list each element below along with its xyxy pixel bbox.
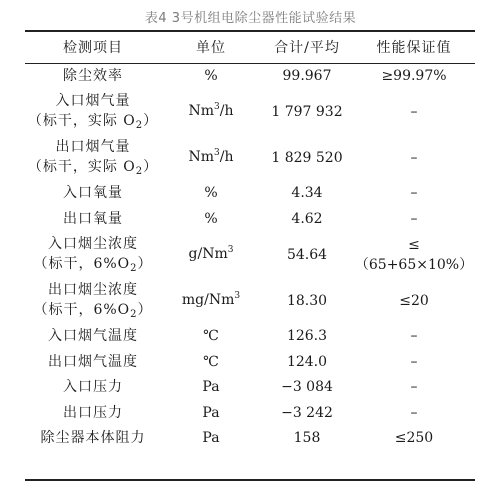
row-value: −3 084 xyxy=(281,379,333,396)
row-guarantee: ≤20 xyxy=(399,292,429,309)
row-value: 18.30 xyxy=(286,292,328,309)
table-row xyxy=(25,135,475,181)
row-item xyxy=(25,232,161,278)
row-value: −3 242 xyxy=(281,404,333,421)
row-item-line1: 入口烟尘浓度 xyxy=(48,235,138,252)
row-item-line1: 入口烟气量 xyxy=(55,92,131,109)
row-item xyxy=(25,89,161,135)
row-item: 入口压力 xyxy=(63,379,123,396)
table-row xyxy=(25,349,475,375)
row-item-line2: （标干，$6\%O_2$） xyxy=(33,301,153,320)
table-row xyxy=(25,232,475,278)
table-caption: 表4 3号机组电除尘器性能试验结果 xyxy=(144,11,357,26)
table-row xyxy=(25,400,475,426)
row-item: 入口烟气温度 xyxy=(48,328,138,345)
row-unit: % xyxy=(204,185,218,202)
row-guarantee: – xyxy=(410,149,418,166)
header-row xyxy=(25,32,475,63)
row-value: 1 797 932 xyxy=(271,103,343,120)
table-row xyxy=(25,324,475,350)
table-row xyxy=(25,426,475,452)
results-table xyxy=(25,32,475,451)
row-item: 出口氧量 xyxy=(63,210,123,227)
row-value: 4.62 xyxy=(291,210,323,227)
row-guarantee: – xyxy=(410,404,418,421)
row-guarantee: – xyxy=(410,379,418,396)
table-row xyxy=(25,278,475,324)
row-item-line2: （标干，实际 $O_2$） xyxy=(27,158,159,177)
row-unit: Nm$^3$/h xyxy=(188,147,234,165)
header-item: 检测项目 xyxy=(63,39,123,56)
row-unit: % xyxy=(204,210,218,227)
row-item xyxy=(25,135,161,181)
row-guarantee: – xyxy=(410,210,418,227)
row-guarantee: – xyxy=(410,103,418,120)
row-item-line1: 出口烟尘浓度 xyxy=(48,281,138,298)
row-unit: Nm$^3$/h xyxy=(188,101,234,119)
row-unit: g/Nm$^3$ xyxy=(188,244,234,262)
row-guarantee: ≤（65+65×10%） xyxy=(354,236,474,273)
row-item-line2: （标干，实际 $O_2$） xyxy=(27,112,159,131)
header-unit: 单位 xyxy=(196,39,226,56)
row-item: 出口烟气温度 xyxy=(48,353,138,370)
bottom-rule xyxy=(25,479,475,481)
row-unit: ℃ xyxy=(203,353,219,370)
row-guarantee: ≤250 xyxy=(394,430,434,447)
row-unit: Pa xyxy=(202,379,220,396)
row-unit: ℃ xyxy=(203,328,219,345)
table-row xyxy=(25,63,475,89)
row-unit: % xyxy=(204,67,218,84)
row-item: 除尘效率 xyxy=(63,67,123,84)
table-row xyxy=(25,375,475,401)
row-item: 出口压力 xyxy=(63,404,123,421)
row-item: 除尘器本体阻力 xyxy=(40,430,146,447)
row-value: 1 829 520 xyxy=(271,149,343,166)
row-value: 4.34 xyxy=(291,185,323,202)
row-value: 99.967 xyxy=(282,67,332,84)
table-row xyxy=(25,181,475,207)
row-item-line2: （标干，$6\%O_2$） xyxy=(33,255,153,274)
row-guarantee: – xyxy=(410,328,418,345)
row-value: 158 xyxy=(293,430,321,447)
table-row xyxy=(25,89,475,135)
header-value: 合计/平均 xyxy=(274,39,340,56)
row-unit: Pa xyxy=(202,404,220,421)
row-value: 126.3 xyxy=(286,328,328,345)
row-item-line1: 出口烟气量 xyxy=(55,138,131,155)
table-row xyxy=(25,206,475,232)
row-item: 入口氧量 xyxy=(63,185,123,202)
row-value: 124.0 xyxy=(286,353,328,370)
header-guarantee: 性能保证值 xyxy=(376,39,452,56)
row-guarantee: – xyxy=(410,185,418,202)
row-value: 54.64 xyxy=(286,246,328,263)
row-item xyxy=(25,278,161,324)
row-guarantee: ≥99.97% xyxy=(381,67,447,84)
row-guarantee: – xyxy=(410,353,418,370)
row-unit: mg/Nm$^3$ xyxy=(181,290,241,308)
row-unit: Pa xyxy=(202,430,220,447)
